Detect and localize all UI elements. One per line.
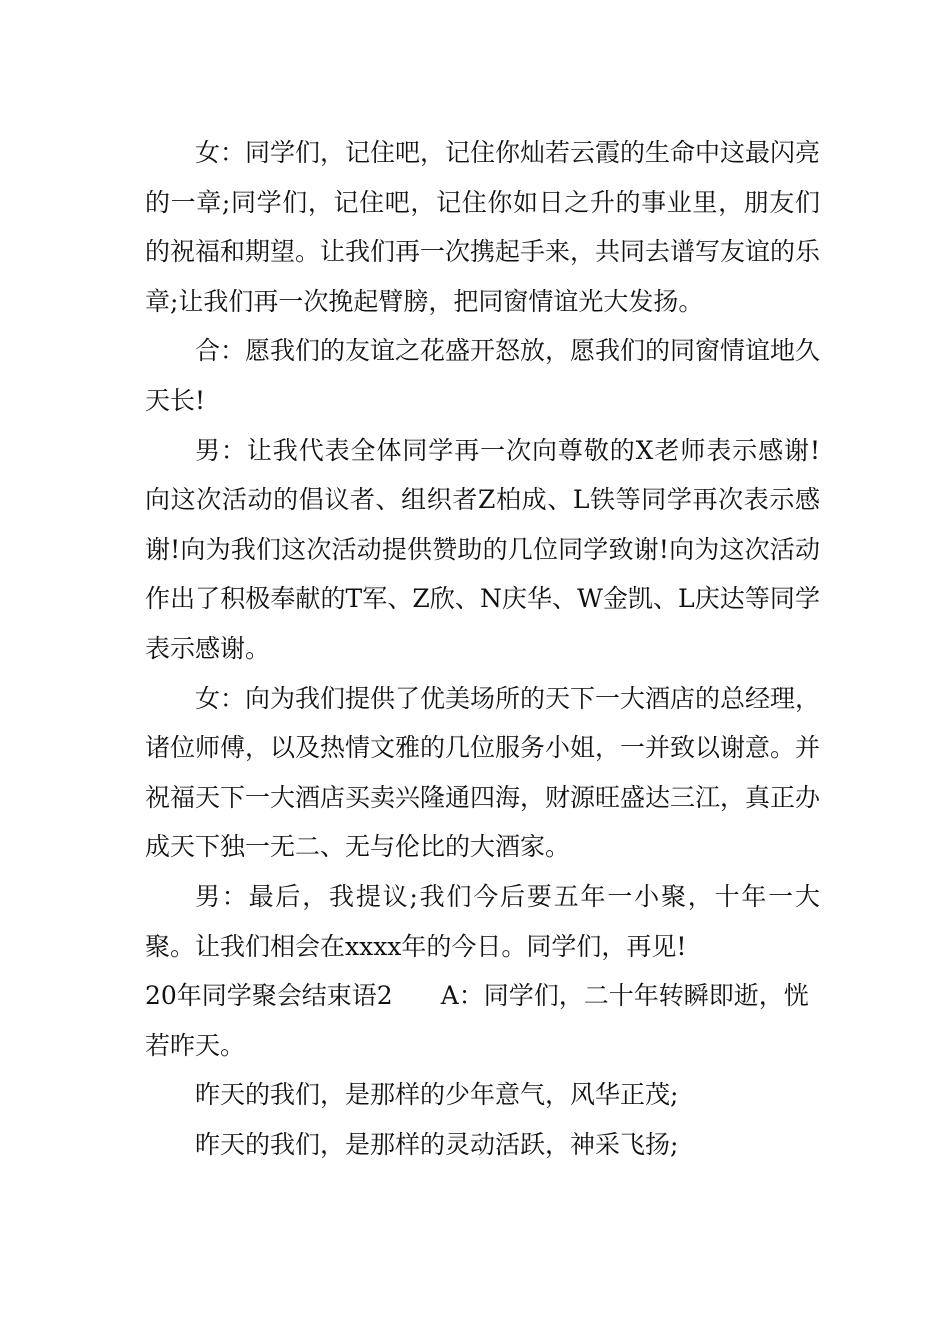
paragraph-male-1: 男：让我代表全体同学再一次向尊敬的X老师表示感谢!向这次活动的倡议者、组织者Z柏成、L铁等同学再次表示感谢!向为我们这次活动提供赞助的几位同学致谢!向为这次活动作出了积极奉献的T军、Z欣、N庆华、W金凯、L庆达等同学表示感谢。 xyxy=(145,435,820,663)
paragraph-yesterday-1: 昨天的我们，是那样的少年意气，风华正茂; xyxy=(195,1080,679,1110)
section-heading-line xyxy=(145,971,820,1070)
section-first-line: A：同学们，二十年转瞬即逝，恍若昨天。 xyxy=(145,981,809,1060)
paragraph-yesterday-2: 昨天的我们，是那样的灵动活跃，神采飞扬; xyxy=(195,1129,679,1159)
paragraph-female-2: 女：向为我们提供了优美场所的天下一大酒店的总经理，诸位师傅，以及热情文雅的几位服务小姐，一并致以谢意。并祝福天下一大酒店买卖兴隆通四海，财源旺盛达三江，真正办成天下独一无二、无与伦比的大酒家。 xyxy=(145,683,821,862)
paragraph-male-2: 男：最后，我提议;我们今后要五年一小聚，十年一大聚。让我们相会在xxxx年的今日。同学们，再见! xyxy=(145,881,820,961)
section-heading: 20年同学聚会结束语2 xyxy=(145,981,393,1011)
paragraph-female-1: 女：同学们，记住吧，记住你灿若云霞的生命中这最闪亮的一章;同学们，记住吧，记住你如日之升的事业里，朋友们的祝福和期望。让我们再一次携起手来，共同去谱写友谊的乐章;让我们再一次挽起臂膀，把同窗情谊光大发扬。 xyxy=(145,138,821,316)
paragraph-together: 合：愿我们的友谊之花盛开怒放，愿我们的同窗情谊地久天长! xyxy=(145,336,821,415)
